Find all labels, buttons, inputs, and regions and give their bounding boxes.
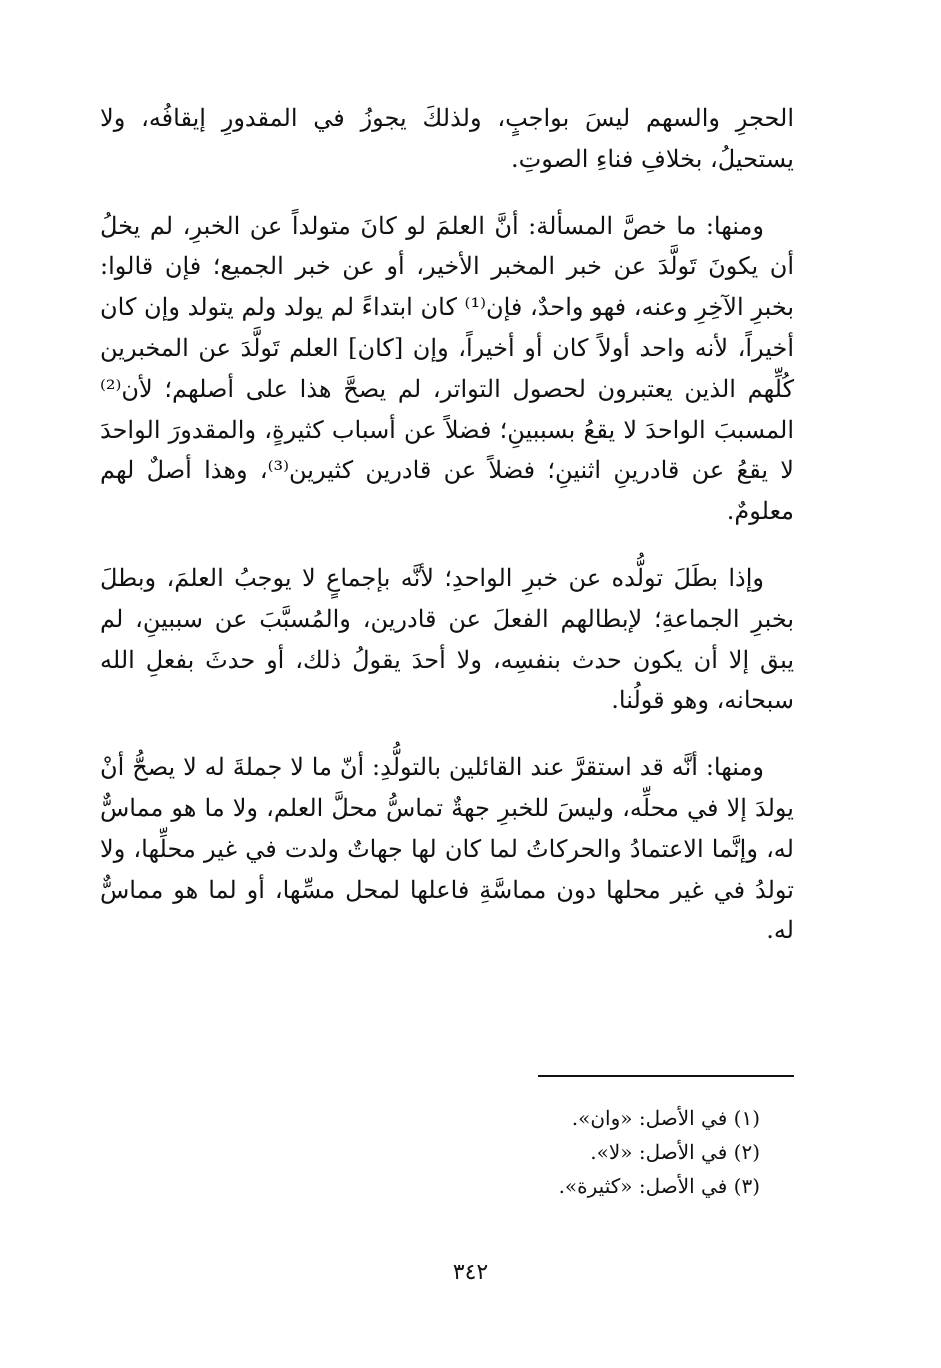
paragraph: ومنها: ما خصَّ المسألة: أنَّ العلمَ لو كانَ متولداً عن الخبرِ، لم يخلُ أن يكونَ تَولَّدَ عن خبر المخبر الأخير، أو عن خبر الجميع؛ فإن قالوا: بخبرِ الآخِرِ وعنه، فهو واحدٌ، فإن⁽¹⁾ كان ابتداءً لم يولد ولم يتولد وإن كان أخيراً، لأنه واحد أولاً كان أو أخيراً، وإن [كان] العلم تَولَّدَ عن المخبرين كُلِّهم الذين يعتبرون لحصول التواتر، لم يصحَّ هذا على أصلهم؛ لأن⁽²⁾ المسببَ الواحدَ لا يقعُ بسببينِ؛ فضلاً عن أسباب كثيرةٍ، والمقدورَ الواحدَ لا يقعُ عن قادرينِ اثنينِ؛ فضلاً عن قادرين كثيرين⁽³⁾، وهذا أصلٌ لهم معلومٌ. [100,211,794,526]
page-number: ٣٤٢ [452,1260,489,1285]
paragraph: الحجرِ والسهم ليسَ بواجبٍ، ولذلكَ يجوزُ في المقدورِ إيقافُه، ولا يستحيلُ، بخلافِ فناءِ الصوتِ. [100,104,794,173]
footnote: (٢) في الأصل: «لا». [590,1140,760,1164]
paragraph: ومنها: أنَّه قد استقرَّ عند القائلين بالتولُّدِ: أنّ ما لا جملةَ له لا يصحُّ أنْ يولدَ إلا في محلِّه، وليسَ للخبرِ جهةٌ تماسُّ محلَّ العلم، ولا ما هو مماسٌّ له، وإنَّما الاعتمادُ والحركاتُ لما كان لها جهاتٌ ولدت في غير محلِّها، ولا تولدُ في غير محلها دون مماسَّةِ فاعلها لمحل مسِّها، أو لما هو مماسٌّ له. [100,753,794,945]
footnotes [400,1101,760,1203]
footnote-divider [538,1075,794,1077]
footnote: (٣) في الأصل: «كثيرة». [558,1174,760,1198]
footnote: (١) في الأصل: «وان». [571,1106,760,1130]
paragraph: وإذا بطَلَ تولُّده عن خبرِ الواحدِ؛ لأنَّه بإجماعٍ لا يوجبُ العلمَ، وبطلَ بخبرِ الجماعةِ؛ لإبطالهم الفعلَ عن قادرين، والمُسبَّبَ عن سببينِ، لم يبق إلا أن يكون حدث بنفسِه، ولا أحدَ يقولُ ذلك، أو حدثَ بفعلِ الله سبحانه، وهو قولُنا. [100,563,794,715]
main-text [100,98,794,977]
